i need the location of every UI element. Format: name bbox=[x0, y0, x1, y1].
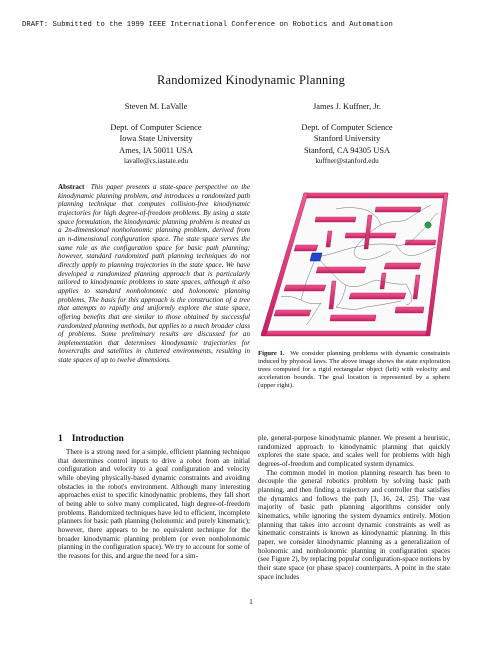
wall bbox=[303, 193, 448, 198]
wall bbox=[261, 331, 430, 336]
abstract-text: This paper presents a state-space perspective on the kinodynamic planning problem, and introduces a randomized path planning technique that computes collision-free kinodynamic trajectories for high degree-of-freedom problems. By using a state space formulation, the kinodynamic planning problem is treated as a 2n-dimensional nonholonomic planning problem, derived from an n-dimensional configuration space. The state space serves the same role as the configuration space for basic path planning; however, standard randomized path planning techniques do not directly apply to planning trajectories in the state space. We have developed a randomized planning approach that is particularly tailored to kinodynamic problems in state spaces, although it also applies to standard nonholonomic and holonomic planning problems. The basis for this approach is the construction of a tree that attempts to rapidly and uniformly explore the state space, offering benefits that are similar to those obtained by successful randomized planning methods, but applies to a much broader class of problems. Some preliminary results are discussed for an implementation that determines kinodynamic trajectories for hovercrafts and satellites in cluttered environments, resulting in state spaces of up to twelve dimensions. bbox=[58, 183, 250, 365]
author-university: Iowa State University bbox=[119, 134, 193, 144]
draft-header: DRAFT: Submitted to the 1999 IEEE International Conference on Robotics and Automation bbox=[22, 21, 393, 29]
author-name: James J. Kuffner, Jr. bbox=[313, 102, 381, 111]
paper-title: Randomized Kinodynamic Planning bbox=[156, 73, 346, 87]
author-email: lavalle@cs.iastate.edu bbox=[123, 157, 189, 166]
section-heading bbox=[58, 433, 133, 444]
wall bbox=[315, 217, 356, 222]
intro-left-column bbox=[58, 448, 250, 561]
figure-caption-text: We consider planning problems with dynamic constraints induced by physical laws. The above image shows the state exploration trees computed for a rigid rectangular object (left) with velocity and acceleration bounds. The goal location is represented by a sphere (upper right). bbox=[258, 350, 450, 390]
wall bbox=[330, 315, 376, 321]
intro-paragraph: ple, general-purpose kinodynamic planner. We present a heuristic, randomized approach to kinodynamic planning that quickly explores the state space, and scales well for problems with high degrees-of-freedom and complicated system dynamics. bbox=[258, 434, 450, 468]
section-number: 1 bbox=[58, 433, 63, 444]
intro-right-column bbox=[258, 434, 450, 581]
wall bbox=[274, 310, 311, 316]
wall bbox=[316, 267, 366, 273]
author-email: kuffner@stanford.edu bbox=[315, 157, 379, 166]
wall bbox=[375, 207, 421, 212]
author-dept: Dept. of Computer Science bbox=[110, 122, 202, 132]
author-university: Stanford University bbox=[313, 134, 381, 144]
abstract bbox=[58, 183, 250, 365]
author-block-1 bbox=[56, 101, 256, 168]
author-name: Steven M. LaValle bbox=[124, 102, 188, 111]
abstract-label: Abstract bbox=[58, 183, 85, 191]
figure-1-caption bbox=[258, 350, 450, 390]
wall bbox=[384, 263, 421, 269]
wall bbox=[345, 233, 396, 238]
page-number: 1 bbox=[249, 597, 253, 606]
intro-paragraph: The common model in motion planning research has been to decouple the general robotics problem by solving basic path planning, and then finding a trajectory and controller that satisfies the dynamics and follows the path [3, 16, 24, 25]. The vast majority of basic path planning algorithms consider only kinematics, while ignoring the system dynamics entirely. Motion planning that takes into account dynamic constraints as well as kinematic constraints is known as kinodynamic planning. In this paper, we consider kinodynamic planning as a generalization of holonomic and nonholonomic planning in configuration spaces (see Figure 2), by replacing popular configuration-space notions by their state space (or phase space) counterparts. A point in the state space includes bbox=[258, 468, 450, 581]
author-block-2 bbox=[247, 101, 447, 168]
author-city: Stanford, CA 94305 USA bbox=[303, 145, 391, 155]
figure-label: Figure 1. bbox=[258, 350, 285, 357]
author-dept: Dept. of Computer Science bbox=[301, 122, 393, 132]
wall bbox=[349, 293, 406, 299]
goal-sphere bbox=[425, 222, 431, 228]
intro-paragraph: There is a strong need for a simple, efficient planning technique that determines control inputs to drive a robot from an initial configuration and velocity to a goal configuration and velocity while obeying physically-based dynamic constraints and avoiding obstacles in the robot's environment. Although many interesting approaches exist to specific kinodynamic problems, they fall short of being able to solve many complicated, high degree-of-freedom problems. Randomized techniques have led to efficient, incomplete planners for basic path planning (holonomic and purely kinematic); however, there appears to be no equivalent technique for the broader kinodynamic planning problem (or even nonholonomic planning in the configuration space). We try to account for some of the reasons for this, and argue the need for a sim- bbox=[58, 448, 250, 560]
wall bbox=[294, 245, 318, 251]
wall bbox=[405, 240, 436, 245]
robot-object bbox=[310, 253, 322, 261]
figure-1-image bbox=[256, 185, 450, 337]
author-city: Ames, IA 50011 USA bbox=[119, 145, 193, 155]
section-title: Introduction bbox=[71, 433, 124, 444]
wall bbox=[395, 307, 424, 313]
